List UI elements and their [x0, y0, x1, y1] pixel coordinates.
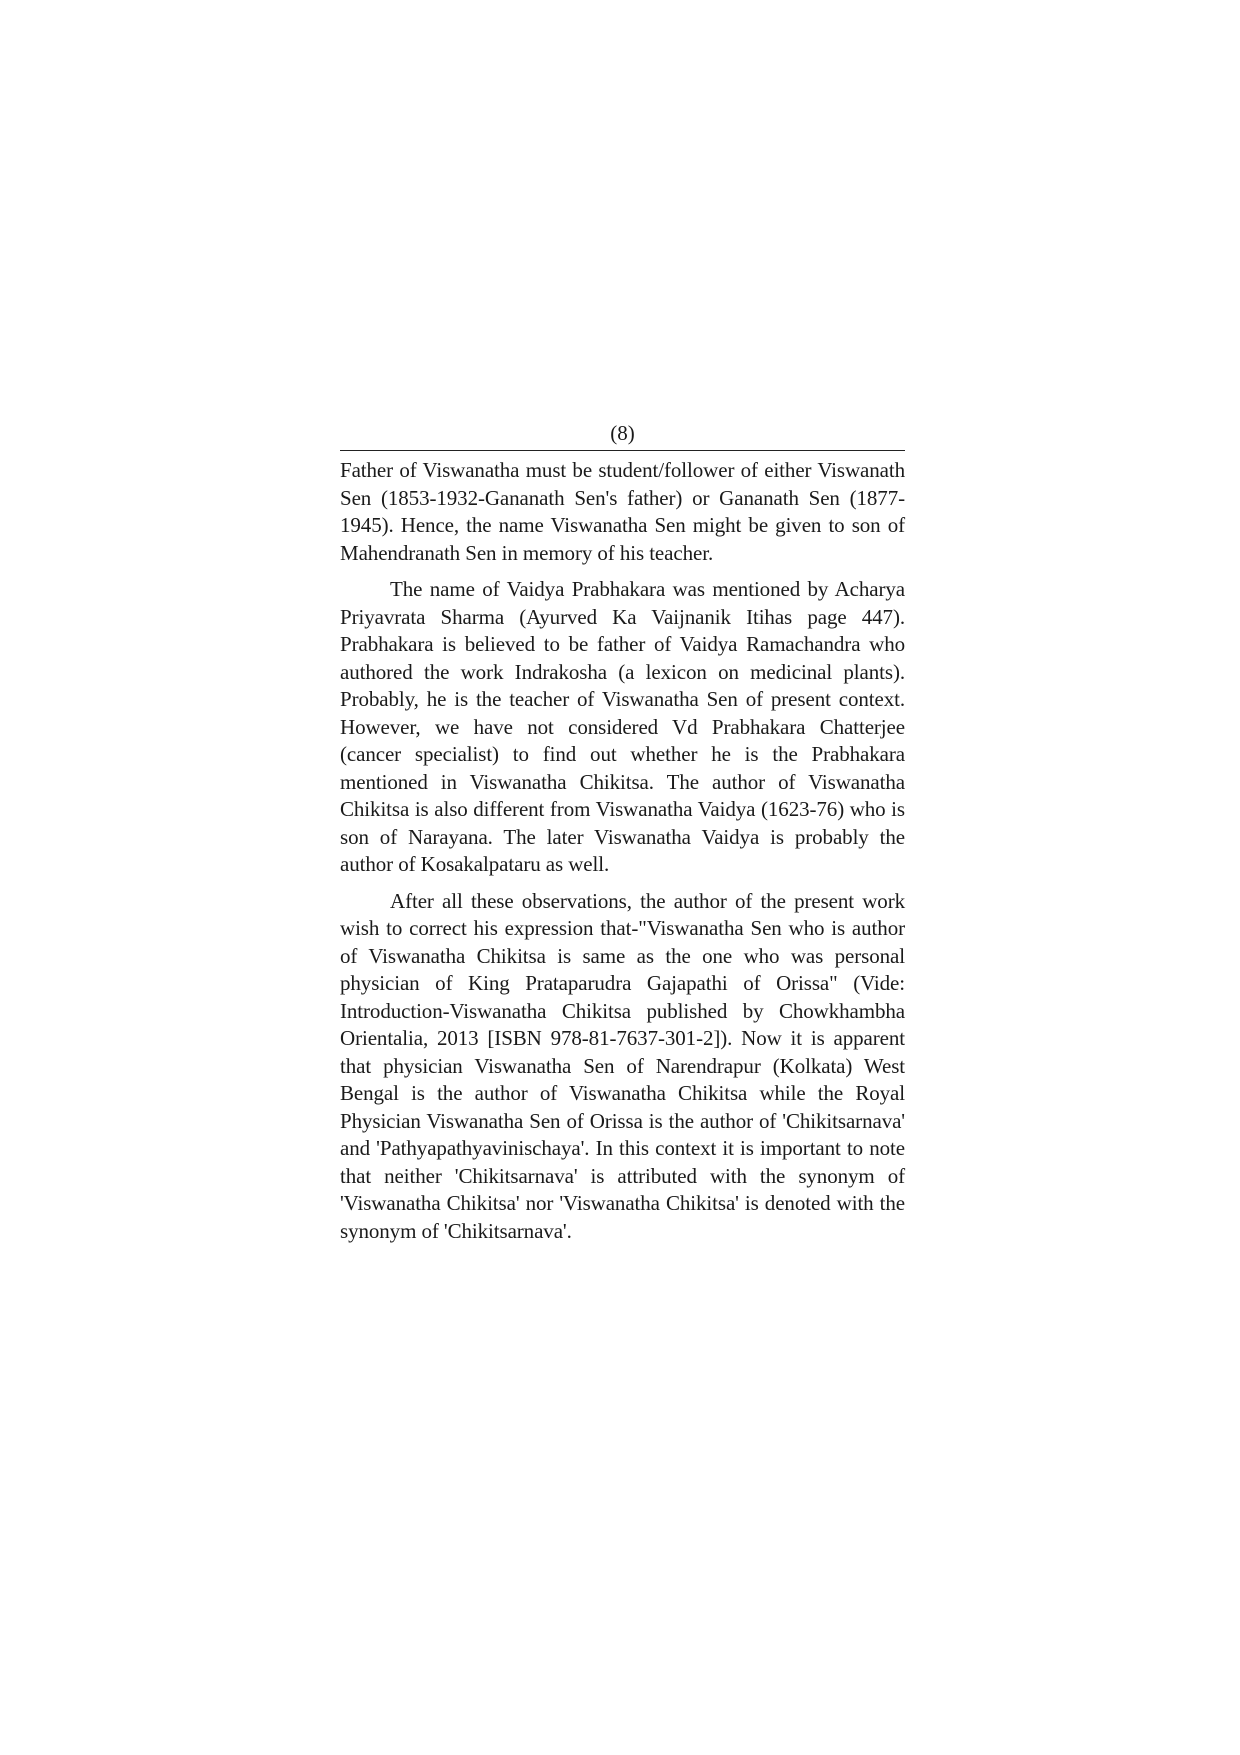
page-number: (8) — [610, 421, 635, 445]
header-rule — [340, 450, 905, 451]
paragraph-1: Father of Viswanatha must be student/follower of either Viswanath Sen (1853-1932-Gananath Sen's father) or Gananath Sen (1877-1945). Hence, the name Viswanatha Sen might be given to son of Mahendranath Sen in memory of his teacher. — [340, 458, 905, 565]
document-page — [340, 420, 905, 1245]
paragraph-3: After all these observations, the author of the present work wish to correct his expression that-"Viswanatha Sen who is author of Viswanatha Chikitsa is same as the one who was personal physician of King Prataparudra Gajapathi of Orissa" (Vide: Introduction-Viswanatha Chikitsa published by Chowkhambha Orientalia, 2013 [ISBN 978-81-7637-301-2]). Now it is apparent that physician Viswanatha Sen of Narendrapur (Kolkata) West Bengal is the author of Viswanatha Chikitsa while the Royal Physician Viswanatha Sen of Orissa is the author of 'Chikitsarnava' and 'Pathyapathyavinischaya'. In this context it is important to note that neither 'Chikitsarnava' is attributed with the synonym of 'Viswanatha Chikitsa' nor 'Viswanatha Chikitsa' is denoted with the synonym of 'Chikitsarnava'. — [340, 888, 905, 1243]
paragraph-2: The name of Vaidya Prabhakara was mentioned by Acharya Priyavrata Sharma (Ayurved Ka Vaijnanik Itihas page 447). Prabhakara is believed to be father of Vaidya Ramachandra who authored the work Indrakosha (a lexicon on medicinal plants). Probably, he is the teacher of Viswanatha Sen of present context. However, we have not considered Vd Prabhakara Chatterjee (cancer specialist) to find out whether he is the Prabhakara mentioned in Viswanatha Chikitsa. The author of Viswanatha Chikitsa is also different from Viswanatha Vaidya (1623-76) who is son of Narayana. The later Viswanatha Vaidya is probably the author of Kosakalpataru as well. — [340, 577, 905, 876]
